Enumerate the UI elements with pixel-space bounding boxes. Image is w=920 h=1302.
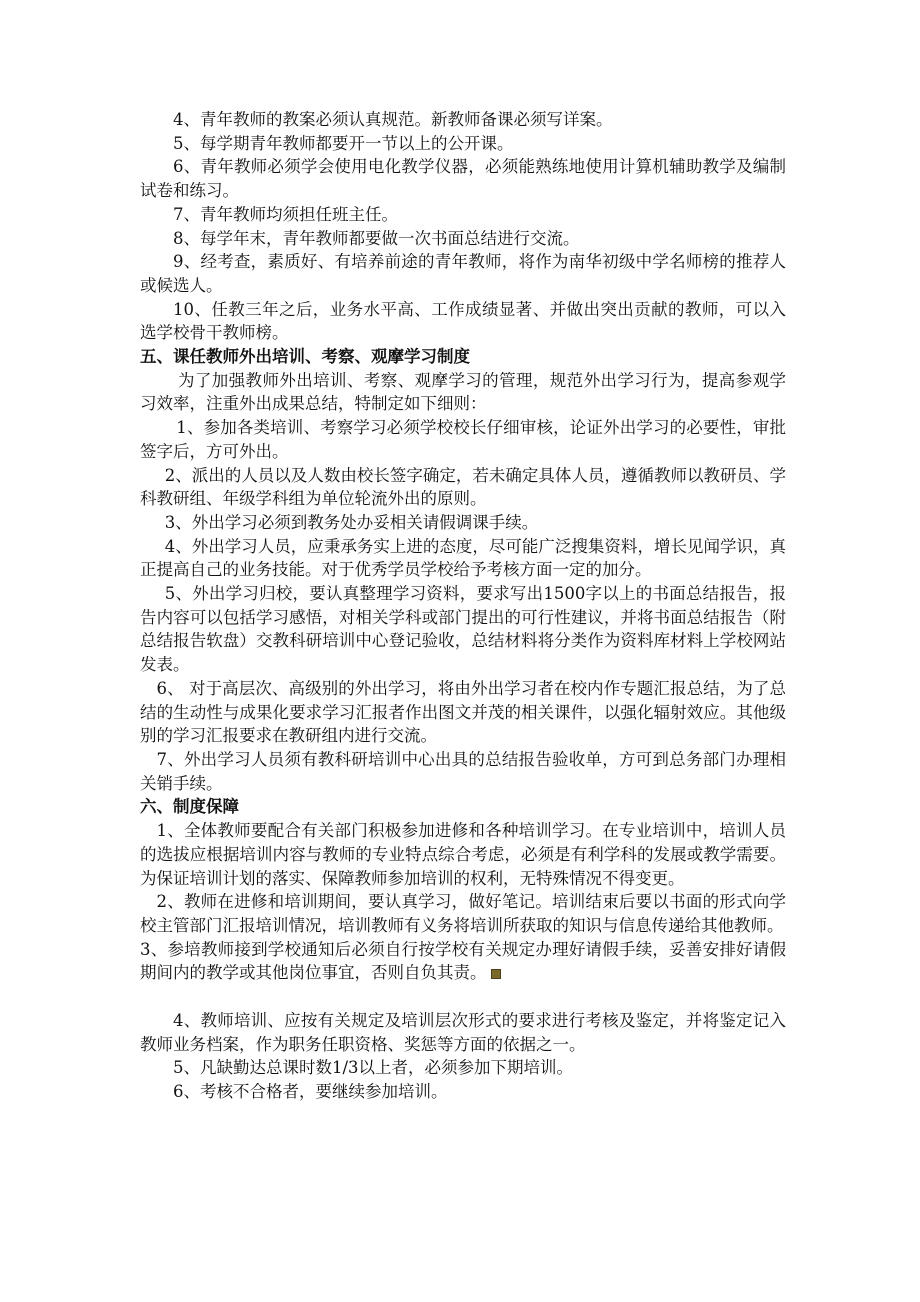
list-item: 1、参加各类培训、考察学习必须学校校长仔细审核，论证外出学习的必要性，审批签字后，方可外出。 — [140, 418, 786, 461]
list-item: 10、任教三年之后，业务水平高、工作成绩显著、并做出突出贡献的教师，可以入选学校骨干教师榜。 — [140, 299, 786, 343]
list-item: 6、考核不合格者，要继续参加培训。 — [173, 1082, 448, 1102]
list-item: 6、 对于高层次、高级别的外出学习，将由外出学习者在校内作专题汇报总结，为了总结的生动性与成果化要求学习汇报者作出图文并茂的相关课件，以强化辐射效应。其他级别的学习汇报要求在教研组内进行交流。 — [140, 678, 786, 746]
list-item: 5、外出学习归校，要认真整理学习资料，要求写出1500字以上的书面总结报告，报告内容可以包括学习感悟，对相关学科或部门提出的可行性建议，并将书面总结报告（附总结报告软盘）交教科研培训中心登记验收，总结材料将分类作为资料库材料上学校网站发表。 — [140, 584, 786, 675]
list-item: 9、经考查，素质好、有培养前途的青年教师，将作为南华初级中学名师榜的推荐人或候选人。 — [140, 252, 786, 295]
list-item: 5、每学期青年教师都要开一节以上的公开课。 — [173, 133, 514, 153]
section-heading: 五、课任教师外出培训、考察、观摩学习制度 — [140, 347, 470, 367]
list-item: 4、青年教师的教案必须认真规范。新教师备课必须写详案。 — [173, 110, 613, 129]
section-intro: 为了加强教师外出培训、考察、观摩学习的管理，规范外出学习行为，提高参观学习效率，注重外出成果总结，特制定如下细则： — [140, 370, 786, 414]
list-item: 7、外出学习人员须有教科研培训中心出具的总结报告验收单，方可到总务部门办理相关销手续。 — [140, 749, 786, 793]
list-item: 2、教师在进修和培训期间，要认真学习，做好笔记。培训结束后要以书面的形式向学校主管部门汇报培训情况，培训教师有义务将培训所获取的知识与信息传递给其他教师。 — [140, 892, 786, 935]
list-item-text: 3、参培教师接到学校通知后必须自行按学校有关规定办理好请假手续，妥善安排好请假期间内的教学或其他岗位事宜，否则自负其责。 — [140, 939, 786, 983]
list-item: 6、青年教师必须学会使用电化教学仪器，必须能熟练地使用计算机辅助教学及编制试卷和练习。 — [140, 157, 786, 201]
list-item — [140, 938, 786, 985]
list-item: 8、每学年末，青年教师都要做一次书面总结进行交流。 — [173, 228, 580, 248]
blank-line — [140, 985, 786, 1009]
document-page — [140, 108, 786, 1104]
list-item: 7、青年教师均须担任班主任。 — [173, 204, 398, 224]
list-item: 1、全体教师要配合有关部门积极参加进修和各种培训学习。在专业培训中，培训人员的选拔应根据培训内容与教师的专业特点综合考虑，必须是有利学科的发展或教学需要。为保证培训计划的落实、保障教师参加培训的权利，无特殊情况不得变更。 — [140, 821, 786, 888]
list-item: 3、外出学习必须到教务处办妥相关请假调课手续。 — [164, 512, 539, 532]
list-item: 5、凡缺勤达总课时数1/3以上者，必须参加下期培训。 — [173, 1058, 574, 1078]
list-item: 4、外出学习人员，应秉承务实上进的态度，尽可能广泛搜集资料，增长见闻学识，真正提高自己的业务技能。对于优秀学员学校给予考核方面一定的加分。 — [140, 536, 786, 580]
image-placeholder-icon — [491, 969, 501, 979]
list-item: 4、教师培训、应按有关规定及培训层次形式的要求进行考核及鉴定，并将鉴定记入教师业务档案，作为职务任职资格、奖惩等方面的依据之一。 — [140, 1011, 786, 1054]
section-heading: 六、制度保障 — [140, 797, 239, 817]
list-item: 2、派出的人员以及人数由校长签字确定，若未确定具体人员，遵循教师以教研员、学科教研组、年级学科组为单位轮流外出的原则。 — [140, 465, 786, 509]
